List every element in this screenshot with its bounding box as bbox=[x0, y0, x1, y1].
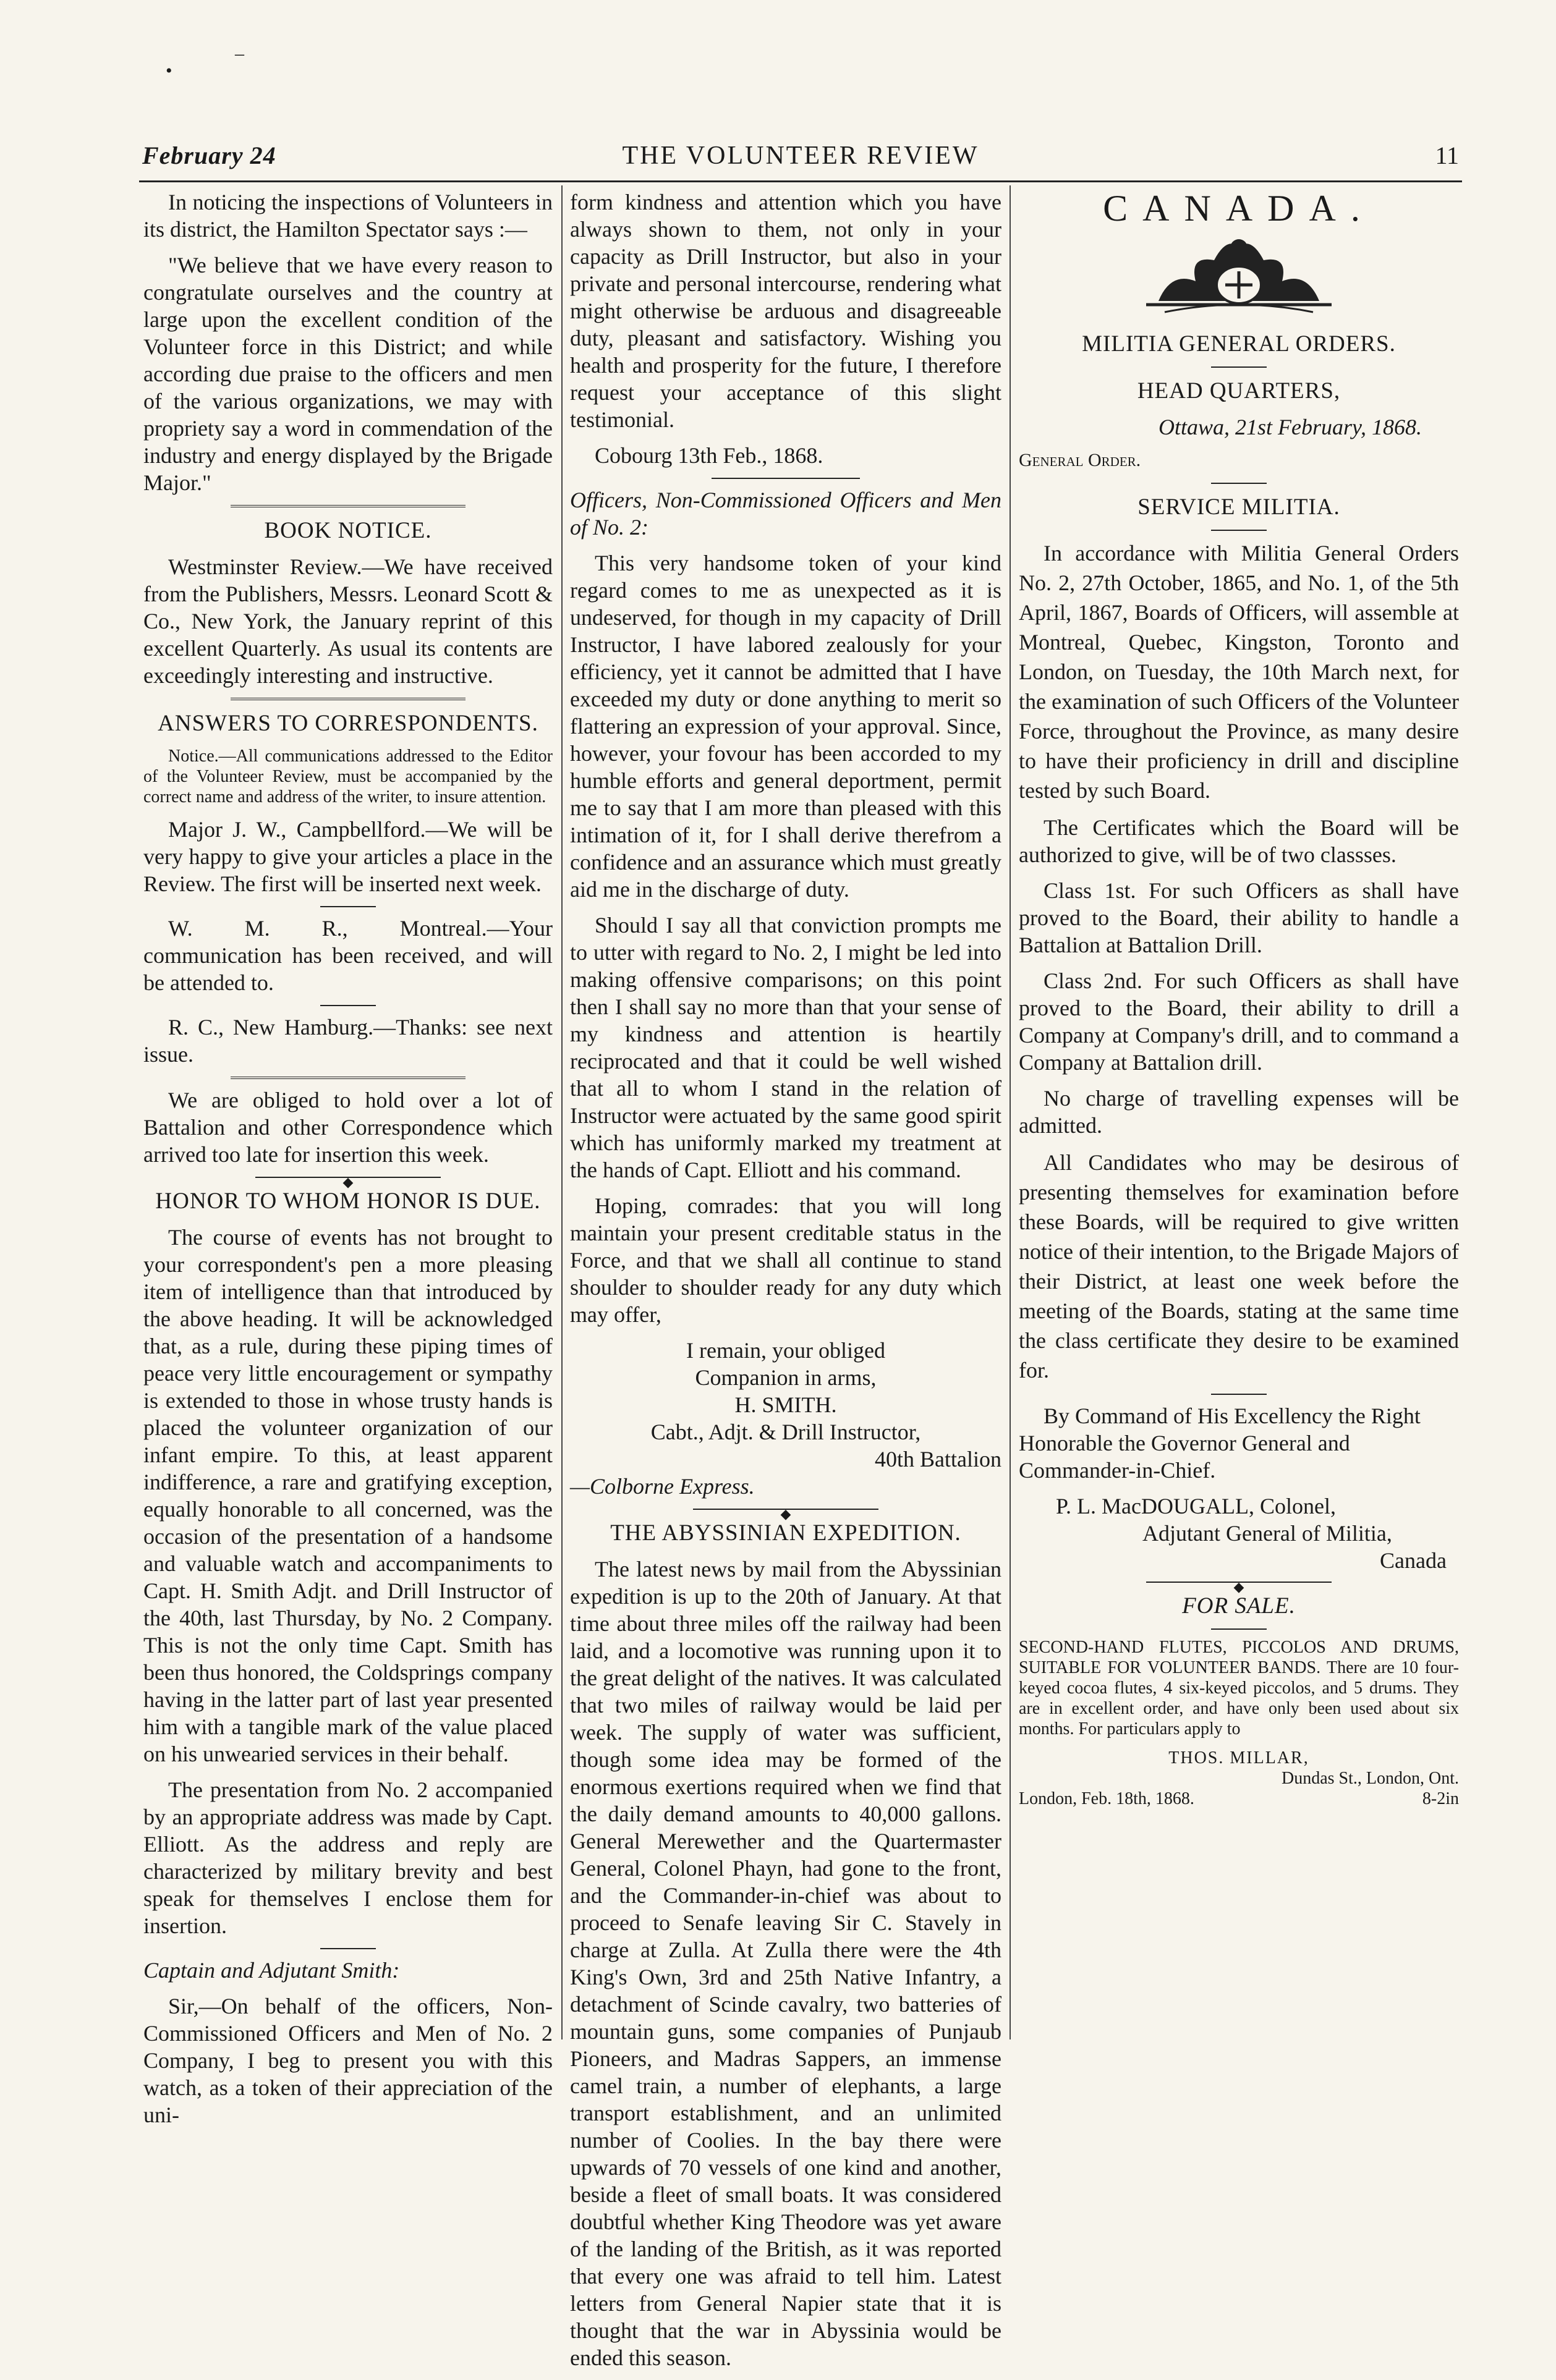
reply-rc: R. C., New Hamburg.—Thanks: see next issue. bbox=[143, 1015, 553, 1067]
obliged-text: We are obliged to hold over a lot of Battalion and other Correspondence which arrived too late for insertion this week. bbox=[143, 1088, 553, 1167]
spectator-quote: "We believe that we have every reason to congratulate ourselves and the country at large upon the excellent condition of the Volunteer force in this District; and while according due praise to the officers and men of the various organizations, we may with propriety say a word in commendation of the industry and energy displayed by the Brigade Major." bbox=[143, 253, 553, 495]
order-paragraph: All Candidates who may be desirous of presenting themselves for examination before these Boards, will be required to give written notice of their intention, to the Brigade Majors of their District, at least one week before the meeting of the Boards, stating at the same time the class certificate they desire to be examined for. bbox=[1019, 1150, 1459, 1383]
reply-paragraph: This very handsome token of your kind regard comes to me as unexpected as it is undeserved, for though in my capacity of Drill Instructor, I have labored zealously for your efficiency, yet it cannot be admitted that I have exceeded my duty or done anything to merit so flattering an expression of your approval. Since, however, your fovour has been accorded to my humble efforts and general deportment, permit me to say that I am more than pleased with this intimation of it, for I shall derive therefrom a confidence and an assurance which must greatly aid me in the discharge of duty. bbox=[570, 551, 1001, 902]
order-paragraph: In accordance with Militia General Orders No. 2, 27th October, 1865, and No. 1, of the 5th April, 1867, Boards of Officers, will assemble at Montreal, Quebec, Kingston, Toronto and London, on Tuesday, the 10th March next, for the examination of such Officers of the Volunteer Force, throughout the Province, as many desire to have their proficiency in drill and discipline tested by such Board. bbox=[1019, 541, 1459, 803]
separator bbox=[231, 1077, 466, 1079]
separator bbox=[1211, 1628, 1267, 1630]
book-notice-text: Westminster Review.—We have received from the Publishers, Messrs. Leonard Scott & Co., New York, the January reprint of this excellent Quarterly. As usual its contents are exceedingly interesting and instructive. bbox=[143, 554, 553, 688]
signature-name: P. L. MacDOUGALL, Colonel, bbox=[1056, 1494, 1336, 1518]
captain-address: Sir,—On behalf of the officers, Non-Commissioned Officers and Men of No. 2 Company, I beg to present you with this watch, as a token of their appreciation of the uni- bbox=[143, 1994, 553, 2127]
notice-text: Notice.—All communications addressed to the Editor of the Volunteer Review, must be accompanied by the correct name and address of the writer, to insure attention. bbox=[143, 747, 553, 807]
column-divider bbox=[1010, 185, 1011, 2039]
reply-wmr: W. M. R., Montreal.—Your communication has been received, and will be attended to. bbox=[143, 916, 553, 995]
for-sale-text: SECOND-HAND FLUTES, PICCOLOS AND DRUMS, SUITABLE FOR VOLUNTEER BANDS. There are 10 four-keyed cocoa flutes, 4 six-keyed piccolos, and 5 drums. They are in excellent order, and have only been used about six months. For particulars apply to bbox=[1019, 1638, 1459, 1738]
seller-address: Dundas St., London, Ont. bbox=[1282, 1769, 1459, 1788]
separator bbox=[1211, 1394, 1267, 1395]
spectator-intro: In noticing the inspections of Volunteers in its district, the Hamilton Spectator says :— bbox=[143, 190, 553, 242]
header-rule bbox=[139, 180, 1462, 182]
page-header bbox=[142, 141, 1459, 178]
separator bbox=[1211, 530, 1267, 531]
column-divider bbox=[561, 185, 563, 2039]
signature-country: Canada bbox=[1380, 1548, 1447, 1573]
coat-of-arms-icon bbox=[1146, 228, 1332, 321]
seller-name: THOS. MILLAR, bbox=[1168, 1748, 1309, 1768]
address-continued: form kindness and attention which you have always shown to them, not only in your capacity as Drill Instructor, but also in your private and personal intercourse, rendering what might otherwise be arduous and disagreeable duty, pleasant and satisfactory. Wishing you health and prosperity for the future, I therefore request your acceptance of this slight testimonial. bbox=[570, 190, 1001, 432]
captain-heading: Captain and Adjutant Smith: bbox=[143, 1958, 400, 1983]
honor-paragraph: The presentation from No. 2 accompanied by an appropriate address was made by Capt. Elliott. As the address and reply are characterized by military brevity and best speak for themselves I enclose them for insertion. bbox=[143, 1777, 553, 1938]
separator bbox=[712, 478, 860, 479]
reply-paragraph: Should I say all that conviction prompts me to utter with regard to No. 2, I might be led into making offensive comparisons; on this point then I shall say no more than that your sense of my kindness and attention is heartily reciprocated and that it could be well wished that all to whom I stand in the relation of Instructor were actuated by the same good spirit which has uniformly marked my treatment at the hands of Capt. Elliott and his command. bbox=[570, 913, 1001, 1182]
separator bbox=[255, 1177, 441, 1178]
address-dateline: Cobourg 13th Feb., 1868. bbox=[595, 443, 823, 468]
general-order-label: General Order. bbox=[1019, 450, 1141, 470]
canada-title: CANADA. bbox=[1103, 188, 1375, 229]
order-paragraph: The Certificates which the Board will be authorized to give, will be of two classses. bbox=[1019, 815, 1459, 867]
separator bbox=[1211, 483, 1267, 484]
separator bbox=[231, 505, 466, 507]
answers-heading: ANSWERS TO CORRESPONDENTS. bbox=[158, 711, 538, 736]
sale-date: London, Feb. 18th, 1868. bbox=[1019, 1789, 1194, 1808]
separator bbox=[231, 698, 466, 700]
sale-code: 8-2in bbox=[1422, 1789, 1459, 1808]
signature-line: Companion in arms, bbox=[695, 1365, 877, 1390]
ink-speck: – bbox=[235, 43, 244, 64]
reply-paragraph: Hoping, comrades: that you will long maintain your present creditable status in the Force, and that we shall all continue to stand shoulder to shoulder ready for any duty which may offer, bbox=[570, 1193, 1001, 1327]
signature-title: Cabt., Adjt. & Drill Instructor, bbox=[650, 1420, 921, 1444]
separator bbox=[1211, 366, 1267, 368]
page-number: 11 bbox=[1435, 142, 1459, 169]
headquarters-date: Ottawa, 21st February, 1868. bbox=[1158, 415, 1422, 439]
honor-heading: HONOR TO WHOM HONOR IS DUE. bbox=[155, 1188, 541, 1214]
reply-major: Major J. W., Campbellford.—We will be very happy to give your articles a place in the Review. The first will be inserted next week. bbox=[143, 817, 553, 896]
signature-title: Adjutant General of Militia, bbox=[1142, 1521, 1392, 1546]
order-paragraph: No charge of travelling expenses will be admitted. bbox=[1019, 1086, 1459, 1138]
order-paragraph: Class 1st. For such Officers as shall have proved to the Board, their ability to handle a Battalion at Battalion Drill. bbox=[1019, 878, 1459, 957]
column-3 bbox=[1019, 188, 1459, 1809]
orders-heading: MILITIA GENERAL ORDERS. bbox=[1082, 331, 1396, 357]
service-militia-heading: SERVICE MILITIA. bbox=[1137, 494, 1340, 520]
order-paragraph: Class 2nd. For such Officers as shall have proved to the Board, their ability to drill a Company at Company's drill, and to command a Company at Battalion drill. bbox=[1019, 968, 1459, 1075]
separator bbox=[1146, 1582, 1332, 1583]
abyssinian-paragraph: The latest news by mail from the Abyssinian expedition is up to the 20th of January. At that time about three miles off the railway had been laid, and a locomotive was running upon it to the great delight of the natives. It was calculated that two miles of railway would be laid per week. The supply of water was sufficient, though some idea may be formed of the enormous exertions required when we find that the daily demand amounts to 40,000 gallons. General Merewether and the Quartermaster General, Colonel Phayn, had gone to the front, and the Commander-in-chief was about to proceed to Senafe leaving Sir C. Stavely in charge at Zulla. At Zulla there were the 4th King's Own, 3rd and 25th Native Infantry, a detachment of Scinde cavalry, two batteries of mountain guns, some companies of Punjaub Pioneers, and Madras Sappers, an immense camel train, a number of elephants, a large transport establishment, and an unlimited number of Coolies. In the bay there were upwards of 70 vessels of one kind and another, beside a fleet of small boats. It was considered doubtful whether King Theodore was yet aware of the landing of the British, as it was reported that every one was afraid to tell him. Latest letters from General Napier state that it is thought that the war in Abyssinia would be ended this season. bbox=[570, 1557, 1001, 2370]
signature-line: I remain, your obliged bbox=[686, 1338, 885, 1363]
separator bbox=[320, 1948, 376, 1949]
source-credit: —Colborne Express. bbox=[570, 1474, 755, 1499]
ink-speck: • bbox=[166, 61, 172, 81]
sale-footer bbox=[1019, 1789, 1459, 1809]
for-sale-heading: FOR SALE. bbox=[1182, 1593, 1296, 1619]
headquarters-heading: HEAD QUARTERS, bbox=[1137, 378, 1341, 404]
signature-name: H. SMITH. bbox=[734, 1392, 837, 1417]
signature-battalion: 40th Battalion bbox=[875, 1447, 1001, 1472]
issue-date: February 24 bbox=[142, 142, 276, 169]
honor-paragraph: The course of events has not brought to your correspondent's pen a more pleasing item of intelligence than that introduced by the above heading. It will be acknowledged that, as a rule, during these piping times of peace very little encouragement or sympathy is extended to those in whose trusty hands is placed the volunteer organization of our infant empire. To this, at least apparent indifference, a rare and gratifying exception, equally honorable to all concerned, was the occasion of the presentation of a handsome and valuable watch and accompaniments to Capt. H. Smith Adjt. and Drill Instructor of the 40th, last Thursday, by No. 2 Company. This is not the only time Capt. Smith has been thus honored, the Coldsprings company having in the latter part of last year presented him with a tangible mark of the value placed on his unwearied services in their behalf. bbox=[143, 1225, 553, 1766]
column-1 bbox=[143, 188, 553, 2137]
column-2 bbox=[570, 188, 1001, 2380]
command-text: By Command of His Excellency the Right Honorable the Governor General and Commander-in-Chief. bbox=[1019, 1404, 1421, 1483]
separator bbox=[320, 906, 376, 907]
abyssinian-heading: THE ABYSSINIAN EXPEDITION. bbox=[610, 1520, 961, 1546]
separator bbox=[693, 1509, 878, 1510]
separator bbox=[320, 1005, 376, 1006]
book-notice-heading: BOOK NOTICE. bbox=[264, 518, 432, 543]
newspaper-title: THE VOLUNTEER REVIEW bbox=[622, 142, 979, 170]
reply-salutation: Officers, Non-Commissioned Officers and Men of No. 2: bbox=[570, 488, 1001, 540]
